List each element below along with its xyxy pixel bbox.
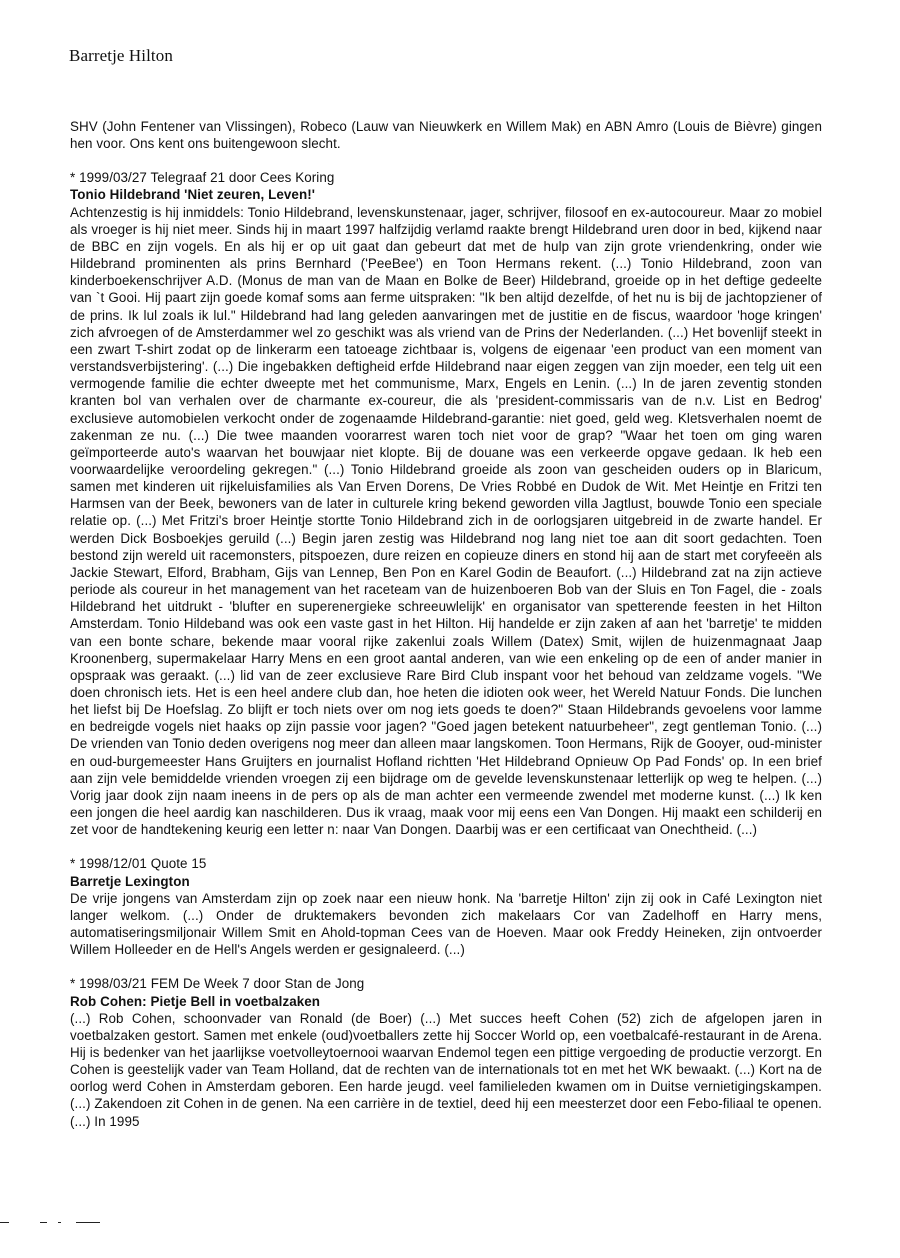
scan-mark	[76, 1222, 100, 1223]
document-body	[70, 118, 822, 1130]
article-cohen	[70, 975, 822, 1129]
intro-paragraph: SHV (John Fentener van Vlissingen), Robeco (Lauw van Nieuwkerk en Willem Mak) en ABN Amro (Louis de Bièvre) gingen hen voor. Ons kent ons buitengewoon slecht.	[70, 119, 822, 152]
scan-mark	[58, 1222, 61, 1223]
article-lexington	[70, 855, 822, 958]
article-headline: Barretje Lexington	[70, 873, 190, 889]
scan-mark	[0, 1222, 9, 1223]
paragraph-gap	[70, 958, 822, 975]
article-body: Achtenzestig is hij inmiddels: Tonio Hildebrand, levenskunstenaar, jager, schrijver, filosoof en ex-autocoureur. Maar zo mobiel als vroeger is hij niet meer. Sinds hij in maart 1997 halfzijdig verlamd raakte brengt Hildebrand uren door in bed, kijkend naar de BBC en zijn vogels. En als hij er op uit gaat dan gebeurt dat met de hulp van zijn grote vriendenkring, onder wie Hildebrand prominenten als prins Bernhard ('PeeBee') en Toon Hermans rekent. (...) Tonio Hildebrand, zoon van kinderboekenschrijver A.D. (Monus de man van de Maan en Bolke de Beer) Hildebrand, groeide op in het deftige gedeelte van `t Gooi. Hij paart zijn goede komaf soms aan ferme uitspraken: "Ik ben altijd dezelfde, of het nu is bij de jachtopziener of de prins. Ik lul zoals ik lul." Hildebrand had lang geleden aanvaringen met de justitie en de fiscus, waardoor 'hoge kringen' zich afvroegen of de Amsterdammer wel zo geschikt was als vriend van de Prins der Nederlanden. (...) Het bovenlijf steekt in een zwart T-shirt zodat op de linkerarm een tatoeage zichtbaar is, volgens de eigenaar 'een product van een moment van verstandsverbijstering'. (...) Die ingebakken deftigheid erfde Hildebrand naar eigen zeggen van zijn moeder, een telg uit een vermogende familie die echter dweepte met het communisme, Marx, Engels en Lenin. (...) In de jaren zeventig stonden kranten bol van verhalen over de charmante ex-coureur, die als 'president-commissaris van de n.v. List en Bedrog' exclusieve automobielen verkocht onder de zogenaamde Hildebrand-garantie: niet goed, geld weg. Kletsverhalen noemt de zakenman ze nu. (...) Die twee maanden voorarrest waren toch niet voor de grap? "Waar het toen om ging waren geïmporteerde auto's waarvan het bouwjaar niet klopte. Bij de douane was een verkeerde opgave gedaan. Ik heb een voorwaardelijke veroordeling gekregen." (...) Tonio Hildebrand groeide als zoon van gescheiden ouders op in Blaricum, samen met kinderen uit rijkeluisfamilies als Van Erven Dorens, De Vries Robbé en Dudok de Wit. Met Heintje en Fritzi ten Harmsen van der Beek, bewoners van de later in culturele kring bekend geworden villa Jagtlust, bouwde Tonio een speciale relatie op. (...) Met Fritzi's broer Heintje stortte Tonio Hildebrand zich in de oorlogsjaren uitgebreid in de zwarte handel. Er werden Dick Bosboekjes geruild (...) Begin jaren zestig was Hildebrand nog lang niet toe aan dit soort gedachten. Toen bestond zijn wereld uit racemonsters, pitspoezen, dure reizen en copieuze diners en stond hij aan de start met coryfeeën als Jackie Stewart, Elford, Brabham, Gijs van Lennep, Ben Pon en Karel Godin de Beaufort. (...) Hildebrand zat na zijn actieve periode als coureur in het management van het raceteam van de huizenboeren Bob van der Sluis en Ton Fagel, die - zoals Hildebrand het uitdrukt - 'blufter en superenergieke schreeuwlelijk' en organisator van spetterende feesten in het Hilton Amsterdam. Tonio Hildeband was ook een vaste gast in het Hilton. Hij handelde er zijn zaken af aan het 'barretje' te midden van een bonte schare, bekende maar vooral rijke zakenlui zoals Willem (Datex) Smit, wijlen de huizenmagnaat Jaap Kroonenberg, supermakelaar Harry Mens en een groot aantal anderen, van wie een enkeling op de een of ander manier in opspraak was geraakt. (...) lid van de zeer exclusieve Rare Bird Club inspant voor het behoud van zeldzame vogels. "We doen chronisch iets. Het is een heel andere club dan, hoe heten die idioten ook weer, het Wereld Natuur Fonds. Die lunchen het liefst bij De Hoefslag. Zo blijft er toch niets over om nog iets goeds te doen?" Staan Hildebrands gevoelens voor lamme en bedreigde vogels niet haaks op zijn passie voor jagen? "Goed jagen betekent natuurbeheer", zegt gentleman Tonio. (...) De vrienden van Tonio deden overigens nog meer dan alleen maar langskomen. Toon Hermans, Rijk de Gooyer, oud-minister en oud-burgemeester Hans Gruijters en journalist Hofland richtten 'Het Hildebrand Opnieuw Op Pad Fonds' op. In een brief aan zijn vele bemiddelde vrienden vroegen zij een bijdrage om de gevelde levenskunstenaar letterlijk op weg te helpen. (...) Vorig jaar dook zijn naam ineens in de pers op als de man achter een vermeende zwendel met moderne kunst. (...) Ik ken een jongen die heel aardig kan naschilderen. Dus ik vraag, maak voor mij eens een Van Dongen. Hij maakt een schilderij en zet voor de handtekening keurig een letter n: naar Van Dongen. Daarbij was er een certificaat van Onechtheid. (...)	[70, 204, 822, 838]
page-header: Barretje Hilton	[69, 46, 173, 65]
article-headline: Tonio Hildebrand 'Niet zeuren, Leven!'	[70, 187, 316, 203]
article-headline: Rob Cohen: Pietje Bell in voetbalzaken	[70, 993, 321, 1009]
scan-artifact-marks	[0, 1222, 110, 1226]
paragraph-gap	[70, 152, 822, 169]
article-meta: * 1998/03/21 FEM De Week 7 door Stan de Jong	[70, 976, 365, 992]
article-meta: * 1998/12/01 Quote 15	[70, 856, 207, 872]
scan-mark	[40, 1222, 47, 1223]
article-body: (...) Rob Cohen, schoonvader van Ronald (de Boer) (...) Met succes heeft Cohen (52) zich de afgelopen jaren in voetbalzaken gestort. Samen met enkele (oud)voetballers zette hij Soccer World op, een voetbalcafé-restaurant in de Arena. Hij is bedenker van het jaarlijkse voetvolleytoernooi waarvan Endemol tegen een pittige vergoeding de productie verzorgt. En Cohen is geestelijk vader van Team Holland, dat de rechten van de internationals tot en met het WK bewaakt. (...) Kort na de oorlog werd Cohen in Amsterdam geboren. Een harde jeugd. veel familieleden kwamen om in Duitse vernietigingskampen. (...) Zakendoen zit Cohen in de genen. Na een carrière in de textiel, deed hij een meesterzet door een Febo-filiaal te openen. (...) In 1995	[70, 1010, 822, 1129]
article-hildebrand	[70, 169, 822, 838]
article-body: De vrije jongens van Amsterdam zijn op zoek naar een nieuw honk. Na 'barretje Hilton' zijn zij ook in Café Lexington niet langer welkom. (...) Onder de druktemakers bevonden zich makelaars Cor van Zadelhoff en Harry mens, automatiseringsmiljonair Willem Smit en Ahold-topman Cees van de Hoeven. Maar ook Freddy Heineken, zijn ontvoerder Willem Holleeder en de Hell's Angels werden er gesignaleerd. (...)	[70, 890, 822, 958]
paragraph-gap	[70, 838, 822, 855]
article-meta: * 1999/03/27 Telegraaf 21 door Cees Koring	[70, 170, 335, 186]
